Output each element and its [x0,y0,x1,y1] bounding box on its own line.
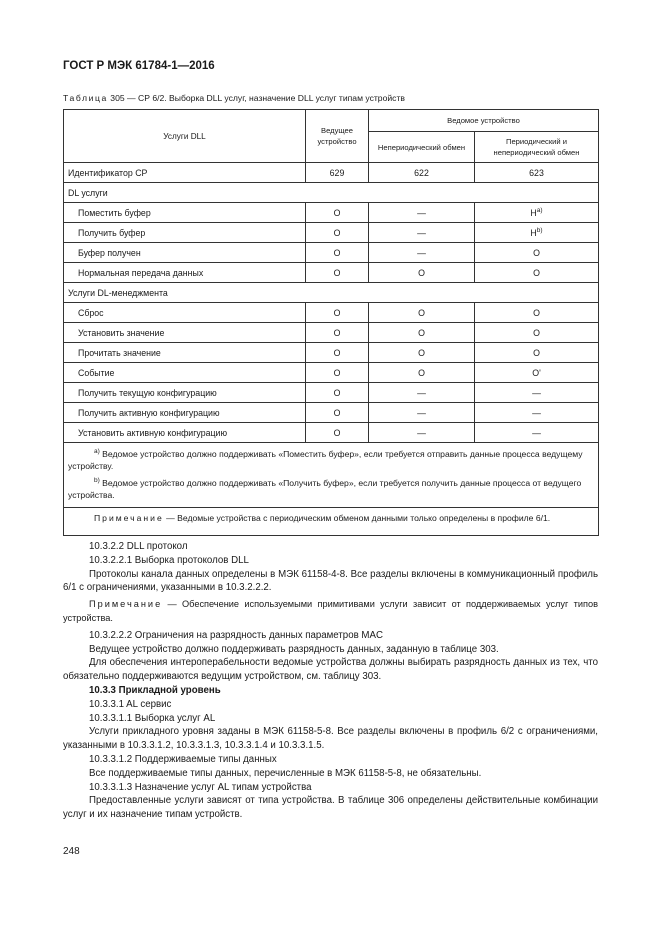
dll-services-table [63,109,599,536]
row-label: Поместить буфер [64,203,306,223]
table-row [64,263,599,283]
row-label: Получить активную конфигурацию [64,403,306,423]
footnotes [64,443,599,508]
cell-periodic: O [475,323,599,343]
table-row [64,383,599,403]
cell-nonperiodic: — [369,423,475,443]
table-caption [63,93,405,103]
cell-periodic: O' [475,363,599,383]
page-number: 248 [63,846,80,857]
caption-label: Таблица [63,93,108,103]
paragraph: 10.3.3.1.2 Поддерживаемые типы данных [89,753,277,765]
row-label: Идентификатор СР [64,163,306,183]
cell-master: O [306,383,369,403]
group-dl-management: Услуги DL-менеджмента [64,283,599,303]
note-row [64,507,599,535]
table-row [64,303,599,323]
cell-master: 629 [306,163,369,183]
cell-nonperiodic: — [369,243,475,263]
cell-nonperiodic: O [369,303,475,323]
cell-value: H [530,207,537,218]
cell-nonperiodic: — [369,223,475,243]
cell-master: O [306,423,369,443]
footnote-b-text: Ведомое устройство должно поддерживать «Получить буфер», если требуется получить данные процесса от ведущего устройства. [68,477,582,501]
cell-master: O [306,243,369,263]
header-master: Ведущее устройство [306,110,369,163]
cell-master: O [306,403,369,423]
footnote-b [68,475,594,502]
row-label: Получить текущую конфигурацию [64,383,306,403]
row-label: Прочитать значение [64,343,306,363]
caption-text: 305 — СР 6/2. Выборка DLL услуг, назначение DLL услуг типам устройств [110,93,405,103]
row-label: Буфер получен [64,243,306,263]
note-text: — Обеспечение используемыми примитивами услуги зависит от поддерживаемых услуг типов устройства. [63,599,598,623]
note-paragraph [63,598,598,626]
cell-periodic: O [475,303,599,323]
table-row [64,343,599,363]
paragraph: Все поддерживаемые типы данных, перечисленные в МЭК 61158-5-8, не обязательны. [89,767,482,779]
cell-nonperiodic: — [369,383,475,403]
table-row [64,203,599,223]
table-row [64,223,599,243]
footnote-b-mark: b) [94,476,100,484]
cell-nonperiodic: O [369,263,475,283]
paragraph: 10.3.2.2.2 Ограничения на разрядность данных параметров MAC [89,629,383,641]
cell-periodic [475,203,599,223]
cell-master: O [306,223,369,243]
note-text: — Ведомые устройства с периодическим обменом данными только определены в профиле 6/1. [166,512,551,523]
row-label: Событие [64,363,306,383]
table-row [64,403,599,423]
note-label: Примечание [89,599,163,610]
cell-master: O [306,343,369,363]
footnote-a-mark: а) [94,448,100,455]
row-label: Сброс [64,303,306,323]
cell-periodic: — [475,383,599,403]
paragraph: Ведущее устройство должно поддерживать разрядность данных, заданную в таблице 303. [89,643,499,655]
cell-nonperiodic: O [369,323,475,343]
row-label: Установить значение [64,323,306,343]
cell-periodic [475,223,599,243]
footnote-a-text: Ведомое устройство должно поддерживать «Поместить буфер», если требуется отправить данные процесса ведущему устройству. [68,448,583,472]
paragraph: Протоколы канала данных определены в МЭК 61158-4-8. Все разделы включены в коммуникационный профиль 6/1 с ограничениями, указанными в 10.3.2.2.2. [63,568,598,594]
row-label: Получить буфер [64,223,306,243]
table-row [64,163,599,183]
group-row [64,183,599,203]
paragraph: Для обеспечения интероперабельности ведомые устройства должны выбирать разрядность данных из тех, что обязательно поддерживаются ведущим устройством, см. таблицу 303. [63,657,598,683]
header-periodic: Периодический и непериодический обмен [475,132,599,163]
paragraph: Услуги прикладного уровня заданы в МЭК 61158-5-8. Все разделы включены в профиль 6/2 с ограничениями, указанными в 10.3.3.1.2, 10.3.3.1.3, 10.3.3.1.4 и 10.3.3.1.5. [63,726,598,752]
cell-master: O [306,203,369,223]
row-label: Установить активную конфигурацию [64,423,306,443]
cell-master: O [306,363,369,383]
paragraph: 10.3.3.1.3 Назначение услуг AL типам устройства [89,781,312,793]
footnote-ref: a) [536,207,543,215]
table-note [64,507,599,535]
row-label: Нормальная передача данных [64,263,306,283]
footnote-a [68,446,594,473]
cell-master: O [306,263,369,283]
table-row [64,243,599,263]
cell-periodic: 623 [475,163,599,183]
note-label: Примечание [94,512,164,523]
paragraph: 10.3.2.2 DLL протокол [89,541,188,552]
body-text [63,540,598,822]
table-row [64,423,599,443]
cell-periodic: — [475,423,599,443]
paragraph: 10.3.3.1 AL сервис [89,698,172,710]
cell-nonperiodic: O [369,343,475,363]
cell-value: H [530,227,537,238]
header-nonperiodic: Непериодический обмен [369,132,475,163]
group-dl-services: DL услуги [64,183,599,203]
cell-periodic: O [475,263,599,283]
cell-nonperiodic: 622 [369,163,475,183]
document-header: ГОСТ Р МЭК 61784-1—2016 [63,60,215,72]
cell-periodic: O [475,243,599,263]
table-row [64,323,599,343]
section-heading: 10.3.3 Прикладной уровень [89,684,221,696]
cell-master: O [306,303,369,323]
header-slave: Ведомое устройство [369,110,599,132]
footnote-ref: b) [536,227,543,235]
group-row [64,283,599,303]
cell-periodic: — [475,403,599,423]
cell-nonperiodic: O [369,363,475,383]
footnotes-row [64,443,599,508]
cell-nonperiodic: — [369,403,475,423]
paragraph: 10.3.2.2.1 Выборка протоколов DLL [89,554,249,566]
cell-nonperiodic: — [369,203,475,223]
cell-periodic: O [475,343,599,363]
paragraph: 10.3.3.1.1 Выборка услуг AL [89,712,216,724]
paragraph: Предоставленные услуги зависят от типа устройства. В таблице 306 определены действительные комбинации услуг и их назначение типам устройств. [63,795,598,821]
cell-master: O [306,323,369,343]
table-row [64,363,599,383]
header-services: Услуги DLL [64,110,306,163]
